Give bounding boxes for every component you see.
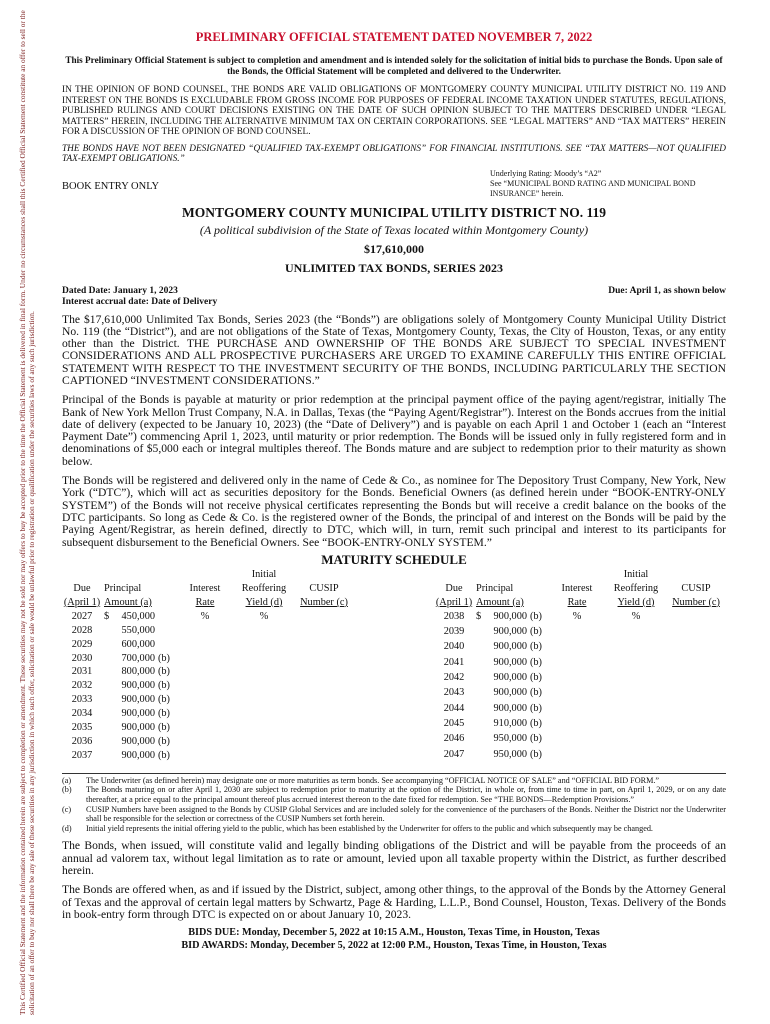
cusip-number xyxy=(666,686,726,701)
principal-amount xyxy=(474,702,548,717)
table-row xyxy=(434,686,726,701)
due-year: 2027 xyxy=(71,610,93,622)
document-body xyxy=(62,30,726,952)
amount-value: 900,000 xyxy=(121,694,155,706)
amount-value: 550,000 xyxy=(121,624,155,636)
initial-yield xyxy=(234,679,294,693)
cusip-number xyxy=(294,665,354,679)
due-year: 2031 xyxy=(71,666,93,678)
due-year: 2044 xyxy=(443,702,465,714)
footnote-ref: (b) xyxy=(529,717,542,729)
due-year: 2043 xyxy=(443,687,465,699)
cusip-number xyxy=(666,625,726,640)
initial-yield xyxy=(606,656,666,671)
due-year: 2033 xyxy=(71,694,93,706)
header-interest: Interest xyxy=(189,582,221,594)
table-row xyxy=(434,656,726,671)
footnotes xyxy=(62,773,726,834)
rating-line: Underlying Rating: Moody’s “A2” xyxy=(490,168,602,178)
principal-amount xyxy=(474,625,548,640)
initial-yield: % xyxy=(259,610,269,622)
preliminary-title: PRELIMINARY OFFICIAL STATEMENT DATED NOVEMBER 7, 2022 xyxy=(195,30,593,44)
cusip-number xyxy=(294,707,354,721)
initial-yield xyxy=(234,735,294,749)
cusip-number xyxy=(666,717,726,732)
book-entry-label: BOOK ENTRY ONLY xyxy=(62,180,160,192)
interest-rate xyxy=(176,652,234,666)
table-row xyxy=(62,707,354,721)
principal-amount xyxy=(474,748,548,763)
interest-rate xyxy=(548,671,606,686)
due-year: 2032 xyxy=(71,680,93,692)
due-year: 2047 xyxy=(443,748,465,760)
principal-amount xyxy=(102,610,176,624)
cusip-number xyxy=(294,652,354,666)
footnote-ref: (b) xyxy=(529,702,542,714)
due-year: 2035 xyxy=(71,722,93,734)
table-row xyxy=(434,640,726,655)
dated-date: Dated Date: January 1, 2023 xyxy=(62,285,178,296)
due-year: 2046 xyxy=(443,733,465,745)
table-row xyxy=(434,717,726,732)
interest-rate xyxy=(176,693,234,707)
footnote xyxy=(62,805,726,824)
principal-amount xyxy=(102,652,176,666)
cusip-number xyxy=(294,679,354,693)
initial-yield xyxy=(234,638,294,652)
initial-yield xyxy=(234,624,294,638)
header-due-date: (April 1) xyxy=(63,596,101,608)
initial-yield xyxy=(606,640,666,655)
interest-rate xyxy=(548,702,606,717)
footnote-ref: (b) xyxy=(157,722,170,734)
bond-counsel-opinion: IN THE OPINION OF BOND COUNSEL, THE BONDS ARE VALID OBLIGATIONS OF MONTGOMERY COUNTY MUNICIPAL UTILITY DISTRICT NO. 119 AND INTEREST ON THE BONDS IS EXCLUDABLE FROM GROSS INCOME FOR PURPOSES OF FEDERAL INCOME TAXATION UNDER STATUTES, REGULATIONS, PUBLISHED RULINGS AND COURT DECISIONS EXISTING ON THE DATE OF SUCH OPINION SUBJECT TO THE MATTERS DESCRIBED UNDER “LEGAL MATTERS” HEREIN, INCLUDING THE ALTERNATIVE MINIMUM TAX ON CERTAIN CORPORATIONS. SEE “LEGAL MATTERS” AND “TAX MATTERS” HEREIN FOR A DISCUSSION OF THE OPINION OF BOND COUNSEL. xyxy=(62,85,726,137)
maturity-rows-left xyxy=(62,610,354,763)
interest-rate xyxy=(548,732,606,747)
table-row xyxy=(434,625,726,640)
rating-see-line: See “MUNICIPAL BOND RATING AND MUNICIPAL BOND INSURANCE” herein. xyxy=(490,178,696,198)
due-date: Due: April 1, as shown below xyxy=(608,285,726,296)
header-due-date: (April 1) xyxy=(435,596,473,608)
header-cusip: CUSIP xyxy=(309,582,339,594)
header-cusip: CUSIP xyxy=(681,582,711,594)
header-amount: Amount (a) xyxy=(104,596,152,608)
principal-amount xyxy=(102,679,176,693)
principal-amount xyxy=(102,735,176,749)
amount-value: 900,000 xyxy=(493,672,527,684)
table-row xyxy=(62,735,354,749)
book-entry-row xyxy=(62,169,726,199)
table-row xyxy=(62,610,354,624)
initial-yield xyxy=(234,665,294,679)
table-row xyxy=(434,732,726,747)
maturity-rows-right xyxy=(434,610,726,763)
amount-value: 900,000 xyxy=(121,708,155,720)
table-row xyxy=(62,721,354,735)
table-row xyxy=(434,671,726,686)
due-year: 2041 xyxy=(443,656,465,668)
due-year: 2034 xyxy=(71,708,93,720)
cusip-number xyxy=(666,702,726,717)
principal-amount xyxy=(102,707,176,721)
due-year: 2040 xyxy=(443,641,465,653)
dollar-sign: $ xyxy=(104,610,110,622)
footnote-ref: (b) xyxy=(157,694,170,706)
amount-value: 900,000 xyxy=(121,749,155,761)
cusip-number xyxy=(294,610,354,624)
paragraph-payment: Principal of the Bonds is payable at maturity or prior redemption at the principal payment office of the paying agent/registrar, initially The Bank of New York Mellon Trust Company, N.A. in Dallas, Texas (the “Paying Agent/Registrar”). Interest on the Bonds accrues from the initial date of delivery (expected to be January 10, 2023) (the “Date of Delivery”) and is payable on each April 1 and October 1 (each an “Interest Payment Date”) commencing April 1, 2023, until maturity or prior redemption. The Bonds will be issued only in fully registered form and in denominations of $5,000 each or integral multiples thereof. The Bonds mature and are subject to redemption prior to their maturity as shown below. xyxy=(62,393,726,468)
due-year: 2045 xyxy=(443,717,465,729)
header-cusip-number: Number (c) xyxy=(300,596,348,608)
maturity-schedule xyxy=(62,568,726,763)
principal-amount xyxy=(102,721,176,735)
initial-yield xyxy=(234,652,294,666)
bids-due: BIDS DUE: Monday, December 5, 2022 at 10:15 A.M., Houston, Texas Time, in Houston, Texas xyxy=(188,927,600,939)
due-year: 2037 xyxy=(71,749,93,761)
table-row xyxy=(434,702,726,717)
initial-yield xyxy=(606,625,666,640)
paragraph-valid-obligations: The Bonds, when issued, will constitute valid and legally binding obligations of the District and will be payable from the proceeds of an annual ad valorem tax, without legal limitation as to rate or amount, levied upon all taxable property within the District, as further described herein. xyxy=(62,839,726,877)
cusip-number xyxy=(294,721,354,735)
amount-value: 900,000 xyxy=(493,656,527,668)
footnote-ref: (b) xyxy=(157,736,170,747)
footnote-text: CUSIP Numbers have been assigned to the Bonds by CUSIP Global Services and are included solely for the convenience of the purchasers of the Bonds. Neither the District nor the Underwriter shall be responsible for the selection or correctness of the CUSIP Numbers set forth herein. xyxy=(86,804,726,824)
header-principal: Principal xyxy=(476,582,514,594)
interest-rate xyxy=(176,721,234,735)
cusip-number xyxy=(666,640,726,655)
interest-rate: % xyxy=(200,610,210,622)
initial-yield xyxy=(606,717,666,732)
interest-rate xyxy=(176,707,234,721)
amount-value: 800,000 xyxy=(121,666,155,678)
footnote-ref: (b) xyxy=(157,749,170,761)
bid-schedule xyxy=(62,927,726,952)
cusip-number xyxy=(666,671,726,686)
cusip-number xyxy=(666,656,726,671)
header-yield: Yield (d) xyxy=(245,596,283,608)
initial-yield xyxy=(606,732,666,747)
table-row xyxy=(62,638,354,652)
table-row xyxy=(62,679,354,693)
cusip-number xyxy=(666,610,726,625)
header-rate: Rate xyxy=(567,596,587,608)
footnote-mark: (c) xyxy=(62,804,72,814)
header-reoffering: Reoffering xyxy=(613,582,659,594)
paragraph-offering: The Bonds are offered when, as and if issued by the District, subject, among other things, to the approval of the Bonds by the Attorney General of Texas and the approval of certain legal matters by Schwartz, Page & Harding, L.L.P., Bond Counsel, Houston, Texas. Delivery of the Bonds in book-entry form through DTC is expected on or about January 10, 2023. xyxy=(62,883,727,921)
interest-rate xyxy=(176,735,234,749)
table-row xyxy=(62,749,354,763)
initial-yield xyxy=(606,671,666,686)
table-row xyxy=(62,665,354,679)
footnote-text: The Underwriter (as defined herein) may designate one or more maturities as term bonds. See accompanying “OFFICIAL NOTICE OF SALE” and “OFFICIAL BID FORM.” xyxy=(86,775,660,785)
maturity-schedule-title: MATURITY SCHEDULE xyxy=(321,551,467,567)
amount-value: 900,000 xyxy=(493,702,527,714)
cusip-number xyxy=(294,638,354,652)
due-year: 2042 xyxy=(443,672,465,684)
initial-yield xyxy=(234,749,294,763)
footnote-text: The Bonds maturing on or after April 1, 2030 are subject to redemption prior to maturity at the option of the District, in whole or, from time to time in part, on April 1, 2029, or on any date thereafter, at a price equal to the principal amount thereof plus accrued interest thereon to the date fixed for redemption. See “THE BONDS—Redemption Provisions.” xyxy=(86,785,726,804)
interest-rate xyxy=(548,625,606,640)
cusip-number xyxy=(294,624,354,638)
interest-rate xyxy=(176,624,234,638)
interest-rate xyxy=(176,638,234,652)
principal-amount xyxy=(474,717,548,732)
table-row xyxy=(434,748,726,763)
header-cusip-number: Number (c) xyxy=(672,596,720,608)
footnote-ref: (b) xyxy=(157,652,170,664)
footnote-ref: (b) xyxy=(529,748,542,760)
bid-awards: BID AWARDS: Monday, December 5, 2022 at 12:00 P.M., Houston, Texas Time, in Houston, Texas xyxy=(181,939,607,951)
interest-rate xyxy=(176,665,234,679)
cusip-number xyxy=(294,693,354,707)
amount-value: 950,000 xyxy=(493,748,527,760)
header-due: Due xyxy=(73,582,91,594)
accrual-date: Interest accrual date: Date of Delivery xyxy=(62,296,218,307)
header-interest: Interest xyxy=(561,582,593,594)
amount-value: 910,000 xyxy=(493,717,527,729)
footnote-ref: (b) xyxy=(529,672,542,684)
initial-yield xyxy=(606,748,666,763)
initial-yield xyxy=(234,721,294,735)
principal-amount xyxy=(474,686,548,701)
footnote-ref: (b) xyxy=(529,733,542,745)
principal-amount xyxy=(102,638,176,652)
header-due: Due xyxy=(445,582,463,594)
designation-notice: THE BONDS HAVE NOT BEEN DESIGNATED “QUALIFIED TAX-EXEMPT OBLIGATIONS” FOR FINANCIAL INSTITUTIONS. SEE “TAX MATTERS—NOT QUALIFIED TAX-EXEMPT OBLIGATIONS.” xyxy=(62,143,726,164)
header-rate: Rate xyxy=(195,596,215,608)
table-row xyxy=(62,624,354,638)
table-row xyxy=(62,652,354,666)
dollar-sign: $ xyxy=(476,610,482,622)
amount-value: 900,000 xyxy=(493,626,527,638)
cusip-number xyxy=(666,748,726,763)
interest-rate xyxy=(548,640,606,655)
footnote-text: Initial yield represents the initial offering yield to the public, which has been established by the Underwriter for offers to the public and which subsequently may be changed. xyxy=(86,823,653,833)
amount-value: 900,000 xyxy=(121,722,155,734)
header-initial: Initial xyxy=(623,568,649,580)
preliminary-notice: This Preliminary Official Statement is subject to completion and amendment and is intended solely for the solicitation of initial bids to purchase the Bonds. Upon sale of the Bonds, the Official Statement will be completed and delivered to the Underwriter. xyxy=(65,55,723,76)
side-legend: This Certified Official Statement and the information contained herein are subject to completion or amendment. These securities may not be sold nor may offers to buy be accepted prior to the time the Official Statement is delivered in final form. Under no circumstances shall this Certified Official Statement constitute an offer to sell or the solicitation of an offer to buy nor shall there be any sale of these securities in any jurisdiction in which such offer, solicitation or sale would be unlawful prior to registration or qualification under the securities laws of any such jurisdiction. xyxy=(18,10,36,1015)
principal-amount xyxy=(474,732,548,747)
footnote-ref: (b) xyxy=(529,626,542,638)
initial-yield xyxy=(606,686,666,701)
maturity-table-right xyxy=(434,568,726,763)
due-year: 2030 xyxy=(71,652,93,664)
amount-value: 900,000 xyxy=(493,610,527,622)
due-year: 2028 xyxy=(71,624,93,636)
due-year: 2029 xyxy=(71,638,93,650)
principal-amount xyxy=(474,656,548,671)
initial-yield xyxy=(606,702,666,717)
principal-amount xyxy=(102,693,176,707)
issuer-subtitle: (A political subdivision of the State of Texas located within Montgomery County) xyxy=(199,222,589,237)
amount-value: 900,000 xyxy=(493,641,527,653)
maturity-table-left xyxy=(62,568,354,763)
interest-rate xyxy=(176,749,234,763)
footnote xyxy=(62,776,726,786)
footnote xyxy=(62,785,726,804)
footnote-ref: (b) xyxy=(529,656,542,668)
bond-series-title: UNLIMITED TAX BONDS, SERIES 2023 xyxy=(285,260,503,275)
amount-value: 900,000 xyxy=(493,687,527,699)
principal-amount xyxy=(102,749,176,763)
principal-amount xyxy=(102,665,176,679)
paragraph-obligations: The $17,610,000 Unlimited Tax Bonds, Series 2023 (the “Bonds”) are obligations solely of Montgomery County Municipal Utility District No. 119 (the “District”), and are not obligations of the State of Texas, Montgomery County, Texas, the City of Houston, Texas, or any entity other than the District. THE PURCHASE AND OWNERSHIP OF THE BONDS ARE SUBJECT TO SPECIAL INVESTMENT CONSIDERATIONS AND ALL PROSPECTIVE PURCHASERS ARE URGED TO EXAMINE CAREFULLY THIS ENTIRE OFFICIAL STATEMENT WITH RESPECT TO THE INVESTMENT SECURITY OF THE BONDS, INCLUDING PARTICULARLY THE SECTION CAPTIONED “INVESTMENT CONSIDERATIONS.” xyxy=(62,312,726,387)
amount-value: 450,000 xyxy=(121,610,155,622)
amount-value: 900,000 xyxy=(121,736,155,747)
amount-value: 950,000 xyxy=(493,733,527,745)
amount-value: 600,000 xyxy=(121,638,155,650)
paragraph-dtc: The Bonds will be registered and delivered only in the name of Cede & Co., as nominee for The Depository Trust Company, New York, New York (“DTC”), which will act as securities depository for the Bonds. Beneficial Owners (as defined herein under “BOOK-ENTRY-ONLY SYSTEM”) of the Bonds will not receive physical certificates representing the Bonds but will receive a credit balance on the books of the DTC participants. So long as Cede & Co. is the registered owner of the Bonds, the principal of and interest on the Bonds will be paid by the Paying Agent/Registrar, as herein defined, directly to DTC, which will, in turn, remit such principal and interest to its participants for subsequent disbursement to the Beneficial Owners. See “BOOK-ENTRY-ONLY SYSTEM.” xyxy=(62,474,726,549)
due-year: 2036 xyxy=(71,736,93,747)
rating-block xyxy=(490,169,726,199)
principal-amount xyxy=(474,640,548,655)
header-reoffering: Reoffering xyxy=(241,582,287,594)
initial-yield xyxy=(234,693,294,707)
footnote-ref: (b) xyxy=(157,666,170,678)
header-yield: Yield (d) xyxy=(617,596,655,608)
header-principal: Principal xyxy=(104,582,142,594)
bond-amount: $17,610,000 xyxy=(364,241,424,256)
table-row xyxy=(62,693,354,707)
footnote-ref: (b) xyxy=(529,610,542,622)
footnote-ref: (b) xyxy=(157,680,170,692)
interest-rate xyxy=(548,656,606,671)
principal-amount xyxy=(474,610,548,625)
interest-rate xyxy=(548,717,606,732)
dates-row xyxy=(62,286,726,296)
interest-rate xyxy=(176,679,234,693)
interest-rate: % xyxy=(572,610,582,622)
issuer-name: MONTGOMERY COUNTY MUNICIPAL UTILITY DISTRICT NO. 119 xyxy=(182,204,606,220)
footnote-ref: (b) xyxy=(529,641,542,653)
header-amount: Amount (a) xyxy=(476,596,524,608)
cusip-number xyxy=(294,749,354,763)
due-year: 2039 xyxy=(443,626,465,638)
footnote xyxy=(62,824,726,834)
interest-rate xyxy=(548,748,606,763)
footnote-mark: (d) xyxy=(62,823,72,833)
footnote-mark: (a) xyxy=(62,775,72,785)
cusip-number xyxy=(294,735,354,749)
footnote-ref: (b) xyxy=(529,687,542,699)
footnote-mark: (b) xyxy=(62,785,72,795)
initial-yield: % xyxy=(631,610,641,622)
due-year: 2038 xyxy=(443,610,465,622)
interest-rate xyxy=(548,686,606,701)
cusip-number xyxy=(666,732,726,747)
initial-yield xyxy=(234,707,294,721)
table-row xyxy=(434,610,726,625)
amount-value: 900,000 xyxy=(121,680,155,692)
footnote-ref: (b) xyxy=(157,708,170,720)
header-initial: Initial xyxy=(251,568,277,580)
amount-value: 700,000 xyxy=(121,652,155,664)
principal-amount xyxy=(474,671,548,686)
principal-amount xyxy=(102,624,176,638)
